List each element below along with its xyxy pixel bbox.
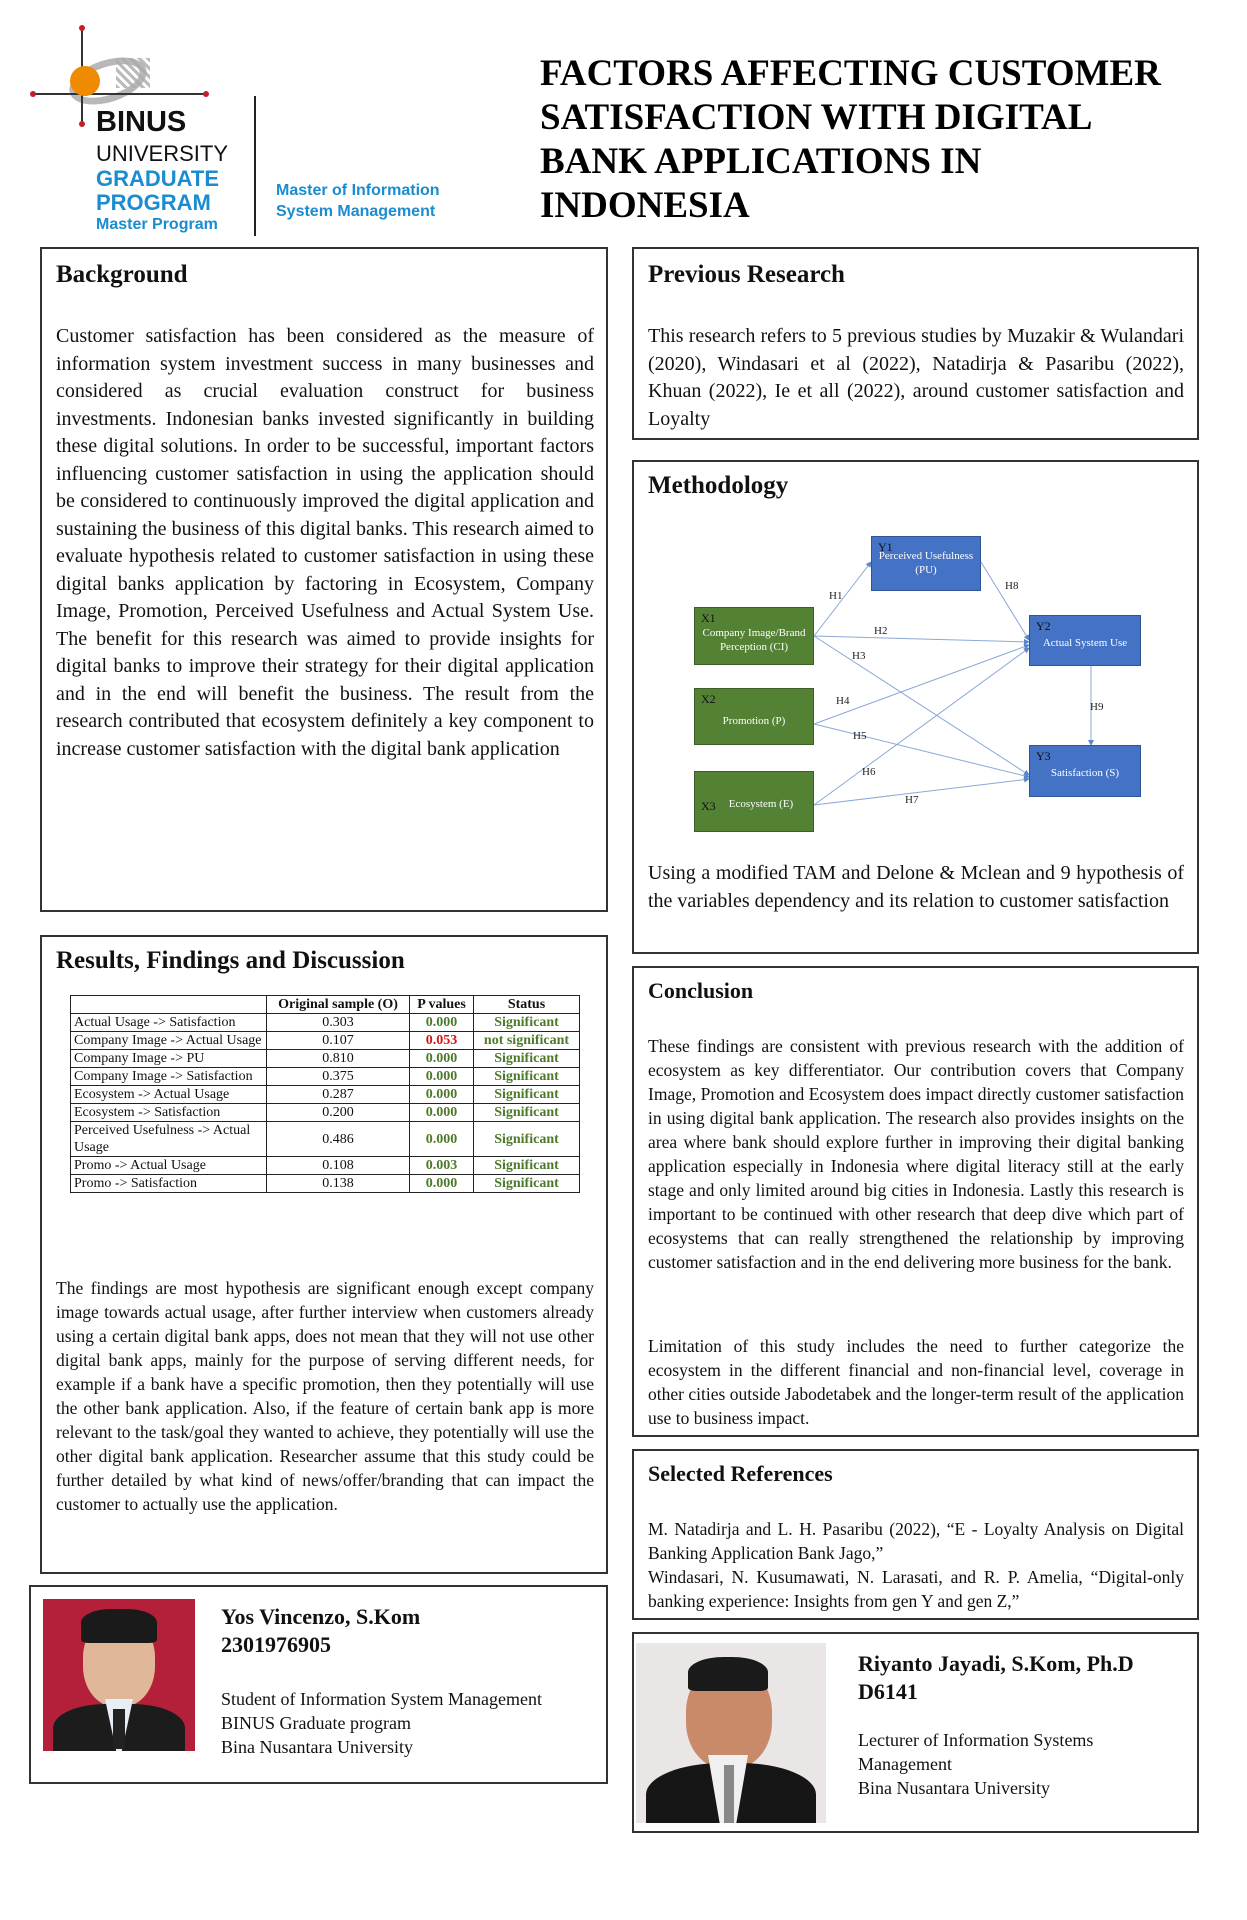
student-university: Bina Nusantara University (221, 1737, 413, 1757)
logo-dot-icon (203, 91, 209, 97)
node-label: Ecosystem (E) (728, 798, 794, 810)
results-text: The findings are most hypothesis are significant enough except company image towards actual usage, after further interview when customers already using a certain digital bank apps, does not mean that they will not use other digital bank apps, mainly for the purpose of serving different needs, for example if a bank have a specific promotion, then they potentially will use the other bank application. Also, if the feature of certain bank app is more relevant to the task/goal they wanted to achieve, they potentially will use the other digital bank application. Researcher assume that this study could be further detailed by what kind of news/offer/branding that can impact the customer to actually use the application. (56, 1278, 594, 1514)
cell-path: Actual Usage -> Satisfaction (71, 1014, 267, 1032)
previous-research-text: This research refers to 5 previous studies by Muzakir & Wulandari (2020), Windasari et al (2022), Natadirja & Pasaribu (2022), Khuan (2022), Ie et all (2022), around customer satisfaction and Loyalty (648, 325, 1184, 430)
table-row (71, 1175, 580, 1193)
background-section (40, 247, 608, 912)
background-heading: Background (56, 261, 188, 288)
methodology-heading: Methodology (648, 472, 789, 499)
logo-dot-icon (79, 121, 85, 127)
edge-label-h7: H7 (905, 794, 919, 806)
cell-path: Promo -> Satisfaction (71, 1175, 267, 1193)
table-row (71, 1068, 580, 1086)
poster-title: FACTORS AFFECTING CUSTOMER SATISFACTION WITH DIGITAL BANK APPLICATIONS IN INDONESIA (540, 53, 1161, 226)
cell-path: Company Image -> Actual Usage (71, 1032, 267, 1050)
logo-brand: BINUS (96, 106, 187, 138)
results-heading: Results, Findings and Discussion (56, 947, 405, 974)
header-original-sample: Original sample (O) (267, 996, 410, 1014)
cell-status: Significant (474, 1104, 580, 1122)
cell-p: 0.003 (410, 1157, 474, 1175)
results-table (70, 995, 580, 1193)
table-row (71, 1014, 580, 1032)
cell-sample: 0.200 (267, 1104, 410, 1122)
previous-research-heading: Previous Research (648, 261, 845, 288)
cell-path: Ecosystem -> Satisfaction (71, 1104, 267, 1122)
table-row (71, 1050, 580, 1068)
lecturer-photo (636, 1643, 826, 1823)
conclusion-heading: Conclusion (648, 978, 754, 1003)
logo-dot-icon (30, 91, 36, 97)
references-section (632, 1449, 1199, 1620)
header-status: Status (474, 996, 580, 1014)
node-label: Actual System Use (1042, 637, 1128, 649)
node-label: Company Image/Brand Perception (CI) (702, 627, 806, 653)
cell-status: Significant (474, 1050, 580, 1068)
cell-p: 0.000 (410, 1086, 474, 1104)
header-p-values: P values (410, 996, 474, 1014)
cell-path: Perceived Usefulness -> Actual Usage (71, 1122, 267, 1157)
cell-p: 0.000 (410, 1122, 474, 1157)
student-name: Yos Vincenzo, S.Kom (221, 1604, 421, 1629)
cell-status: Significant (474, 1014, 580, 1032)
department-line1: Master of Information (276, 182, 440, 199)
logo-dot-icon (79, 25, 85, 31)
student-photo (43, 1599, 195, 1751)
node-code: X2 (701, 692, 716, 706)
node-code: X1 (701, 611, 716, 625)
node-code: Y3 (1036, 749, 1051, 763)
cell-sample: 0.810 (267, 1050, 410, 1068)
references-heading: Selected References (648, 1461, 833, 1486)
node-code: Y1 (878, 540, 893, 554)
edge-label-h2: H2 (874, 625, 888, 637)
cell-sample: 0.303 (267, 1014, 410, 1032)
node-label: Satisfaction (S) (1050, 767, 1120, 779)
cell-path: Company Image -> PU (71, 1050, 267, 1068)
student-role: Student of Information System Management (221, 1689, 542, 1709)
lecturer-role: Lecturer of Information Systems (858, 1730, 1094, 1750)
department-line2: System Management (276, 203, 436, 220)
cell-status: Significant (474, 1068, 580, 1086)
previous-research-section (632, 247, 1199, 440)
edge-label-h3: H3 (852, 650, 866, 662)
cell-sample: 0.486 (267, 1122, 410, 1157)
lecturer-id: D6141 (858, 1679, 918, 1704)
cell-status: not significant (474, 1032, 580, 1050)
cell-p: 0.053 (410, 1032, 474, 1050)
cell-status: Significant (474, 1086, 580, 1104)
node-label: Promotion (P) (722, 715, 786, 727)
logo-pixel-icon (116, 58, 150, 88)
cell-p: 0.000 (410, 1068, 474, 1086)
cell-sample: 0.138 (267, 1175, 410, 1193)
edge-label-h9: H9 (1090, 701, 1104, 713)
table-row (71, 1104, 580, 1122)
cell-status: Significant (474, 1157, 580, 1175)
logo-department (276, 180, 440, 222)
reference-item: M. Natadirja and L. H. Pasaribu (2022), “E - Loyalty Analysis on Digital Banking Application Bank Jago,” (648, 1519, 1184, 1563)
edge-label-h5: H5 (853, 730, 867, 742)
cell-path: Company Image -> Satisfaction (71, 1068, 267, 1086)
header-path (71, 996, 267, 1014)
cell-status: Significant (474, 1122, 580, 1157)
cell-p: 0.000 (410, 1014, 474, 1032)
cell-sample: 0.287 (267, 1086, 410, 1104)
cell-p: 0.000 (410, 1050, 474, 1068)
edge-label-h4: H4 (836, 695, 850, 707)
conclusion-section (632, 966, 1199, 1437)
lecturer-role-cont: Management (858, 1754, 952, 1774)
logo-graduate: GRADUATE (96, 166, 220, 191)
node-code: Y2 (1036, 619, 1051, 633)
methodology-text: Using a modified TAM and Delone & Mclean and 9 hypothesis of the variables dependency and its relation to customer satisfaction (648, 862, 1184, 912)
node-code: X3 (701, 799, 716, 813)
edge-label-h8: H8 (1005, 580, 1019, 592)
lecturer-university: Bina Nusantara University (858, 1778, 1050, 1798)
logo-crosshair-icon (33, 93, 206, 95)
edge-label-h1: H1 (829, 590, 843, 602)
table-row (71, 1157, 580, 1175)
table-row (71, 1122, 580, 1157)
logo-divider (254, 96, 256, 236)
lecturer-card (632, 1632, 1199, 1833)
student-card (29, 1585, 608, 1784)
background-text: Customer satisfaction has been considered as the measure of information system investment success in many businesses and considered as crucial evaluation construct for business investments. Indonesian banks invested significantly in building these digital solutions. In order to be successful, important factors influencing customer satisfaction in using the application should be considered to continuously improved the digital application and sustaining the business of this digital banks. This research aimed to evaluate hypothesis related to customer satisfaction in using these digital banks application by factoring in Ecosystem, Company Image, Promotion, Perceived Usefulness and Actual System Use. The benefit for this research was aimed to provide insights for digital banks to improve their strategy for their digital application and in the end will benefit the business. The result from the research contributed that ecosystem definitely a key component to increase customer satisfaction with the digital bank application (56, 325, 594, 760)
student-program: BINUS Graduate program (221, 1713, 411, 1733)
node-label: Perceived Usefulness (PU) (878, 550, 974, 576)
lecturer-name: Riyanto Jayadi, S.Kom, Ph.D (858, 1651, 1134, 1676)
cell-path: Promo -> Actual Usage (71, 1157, 267, 1175)
table-row (71, 1086, 580, 1104)
table-row (71, 1032, 580, 1050)
cell-path: Ecosystem -> Actual Usage (71, 1086, 267, 1104)
reference-item: Windasari, N. Kusumawati, N. Larasati, and R. P. Amelia, “Digital-only banking experience: Insights from gen Y and gen Z,” (648, 1567, 1184, 1611)
conclusion-text: These findings are consistent with previous research with the addition of ecosystem as key differentiator. Our contribution covers that Company Image, Promotion and Ecosystem does impact directly customer satisfaction in using digital bank application. The research also provides insights on the area where bank should explore further in improving their digital banking application especially in Indonesia where digital literacy still at the early stage and only limited around big cities in Indonesia. Lastly this research is important to be continued with other research that deep dive which part of ecosystems that can really strengthened the relationship by improving customer satisfaction and in the end delivering more business for the bank. (648, 1036, 1184, 1272)
cell-sample: 0.108 (267, 1157, 410, 1175)
limitation-text: Limitation of this study includes the need to further categorize the ecosystem in the different financial and non-financial level, coverage in other cities outside Jabodetabek and the longer-term result of the application use to business impact. (648, 1336, 1184, 1428)
binus-logo (28, 18, 468, 233)
cell-sample: 0.375 (267, 1068, 410, 1086)
logo-graduate-program (96, 167, 219, 215)
logo-master-program: Master Program (96, 216, 218, 233)
cell-sample: 0.107 (267, 1032, 410, 1050)
table-header-row (71, 996, 580, 1014)
results-section (40, 935, 608, 1574)
cell-p: 0.000 (410, 1175, 474, 1193)
logo-university: UNIVERSITY (96, 141, 229, 166)
methodology-section (632, 460, 1199, 954)
cell-status: Significant (474, 1175, 580, 1193)
edge-label-h6: H6 (862, 766, 876, 778)
logo-eye-icon (70, 66, 100, 96)
logo-program: PROGRAM (96, 190, 211, 215)
student-id: 2301976905 (221, 1632, 331, 1657)
cell-p: 0.000 (410, 1104, 474, 1122)
